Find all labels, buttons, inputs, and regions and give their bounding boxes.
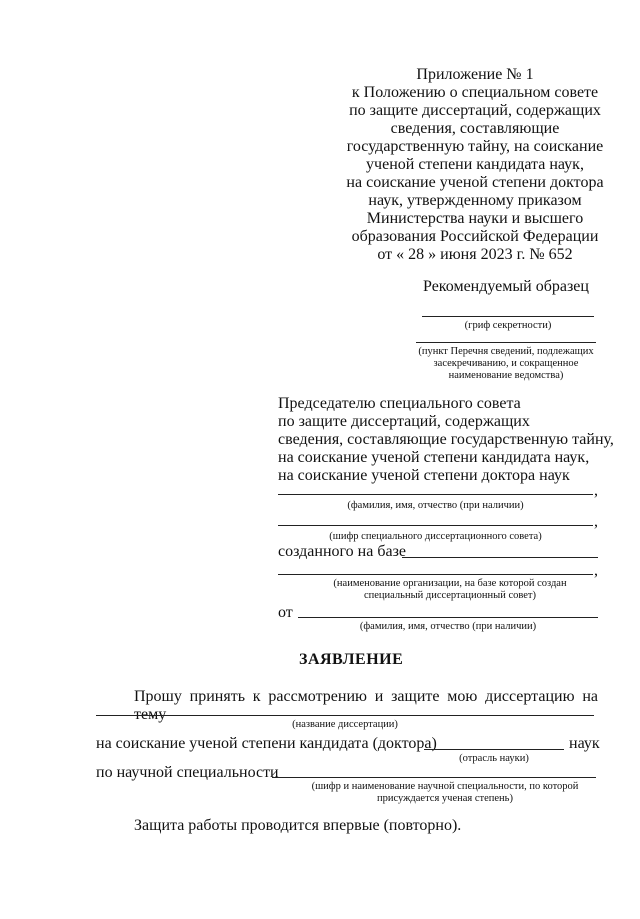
specialty-caption-line: присуждается ученая степень) xyxy=(377,793,513,804)
appendix-line: по защите диссертаций, содержащих xyxy=(349,102,601,119)
secrecy-line xyxy=(422,316,594,317)
specialty-caption-line: (шифр и наименование научной специальности, по которой xyxy=(311,781,579,792)
comma: , xyxy=(594,513,598,530)
appendix-line: сведения, составляющие xyxy=(390,120,560,137)
science-branch-line[interactable] xyxy=(424,749,564,750)
specialty-line[interactable] xyxy=(272,777,596,778)
science-branch-caption: (отрасль науки) xyxy=(459,753,529,764)
fio-caption-1: (фамилия, имя, отчество (при наличии) xyxy=(347,500,524,511)
item-list-caption-line: (пункт Перечня сведений, подлежащих xyxy=(418,346,594,357)
specialty-prefix: по научной специальности xyxy=(96,764,279,781)
appendix-line: государственную тайну, на соискание xyxy=(346,138,604,155)
council-code-line[interactable] xyxy=(278,525,593,526)
from-label: от xyxy=(278,604,293,621)
appendix-line: на соискание ученой степени доктора xyxy=(346,174,604,191)
degree-prefix: на соискание ученой степени кандидата (доктора) xyxy=(96,735,437,752)
appendix-line: Министерства науки и высшего xyxy=(366,210,584,227)
appendix-line: наук, утвержденному приказом xyxy=(368,192,582,209)
appendix-line: Приложение № 1 xyxy=(416,66,534,83)
comma: , xyxy=(594,562,598,579)
item-list-line xyxy=(416,342,596,343)
defense-note: Защита работы проводится впервые (повторно). xyxy=(134,817,462,834)
organization-line[interactable] xyxy=(278,574,593,575)
item-list-caption-line: засекречиванию, и сокращенное xyxy=(433,358,579,369)
addressee-line: на соискание ученой степени кандидата наук, xyxy=(278,449,590,466)
organization-caption-line: специальный диссертационный совет) xyxy=(363,590,536,601)
statement-title: ЗАЯВЛЕНИЕ xyxy=(299,651,404,668)
dissertation-name-caption: (название диссертации) xyxy=(292,719,398,730)
fio-caption-2: (фамилия, имя, отчество (при наличии) xyxy=(359,621,537,632)
addressee-line: Председателю специального совета xyxy=(278,395,521,412)
fio-line-1[interactable] xyxy=(278,494,593,495)
addressee-line: сведения, составляющие государственную тайну, xyxy=(278,431,614,448)
comma: , xyxy=(594,482,598,499)
item-list-caption-line: наименование ведомства) xyxy=(448,370,564,381)
addressee-line: на соискание ученой степени доктора наук xyxy=(278,467,570,484)
from-fio-line[interactable] xyxy=(298,617,598,618)
degree-suffix: наук xyxy=(569,735,600,752)
appendix-line: ученой степени кандидата наук, xyxy=(366,156,584,173)
appendix-line: от « 28 » июня 2023 г. № 652 xyxy=(377,246,573,263)
appendix-line: образования Российской Федерации xyxy=(351,228,599,245)
request-text: Прошу принять к рассмотрению и защите мою диссертацию на тему xyxy=(134,688,598,723)
addressee-line: по защите диссертаций, содержащих xyxy=(278,413,530,430)
council-code-caption: (шифр специального диссертационного совета) xyxy=(329,531,542,542)
secrecy-caption: (гриф секретности) xyxy=(464,320,552,331)
recommended-sample-label: Рекомендуемый образец xyxy=(423,278,589,295)
appendix-line: к Положению о специальном совете xyxy=(351,84,599,101)
base-org-line[interactable] xyxy=(402,557,598,558)
organization-caption-line: (наименование организации, на базе которой создан xyxy=(333,578,567,589)
created-on-base-label: созданного на базе xyxy=(278,543,406,560)
dissertation-name-line[interactable] xyxy=(96,715,594,716)
